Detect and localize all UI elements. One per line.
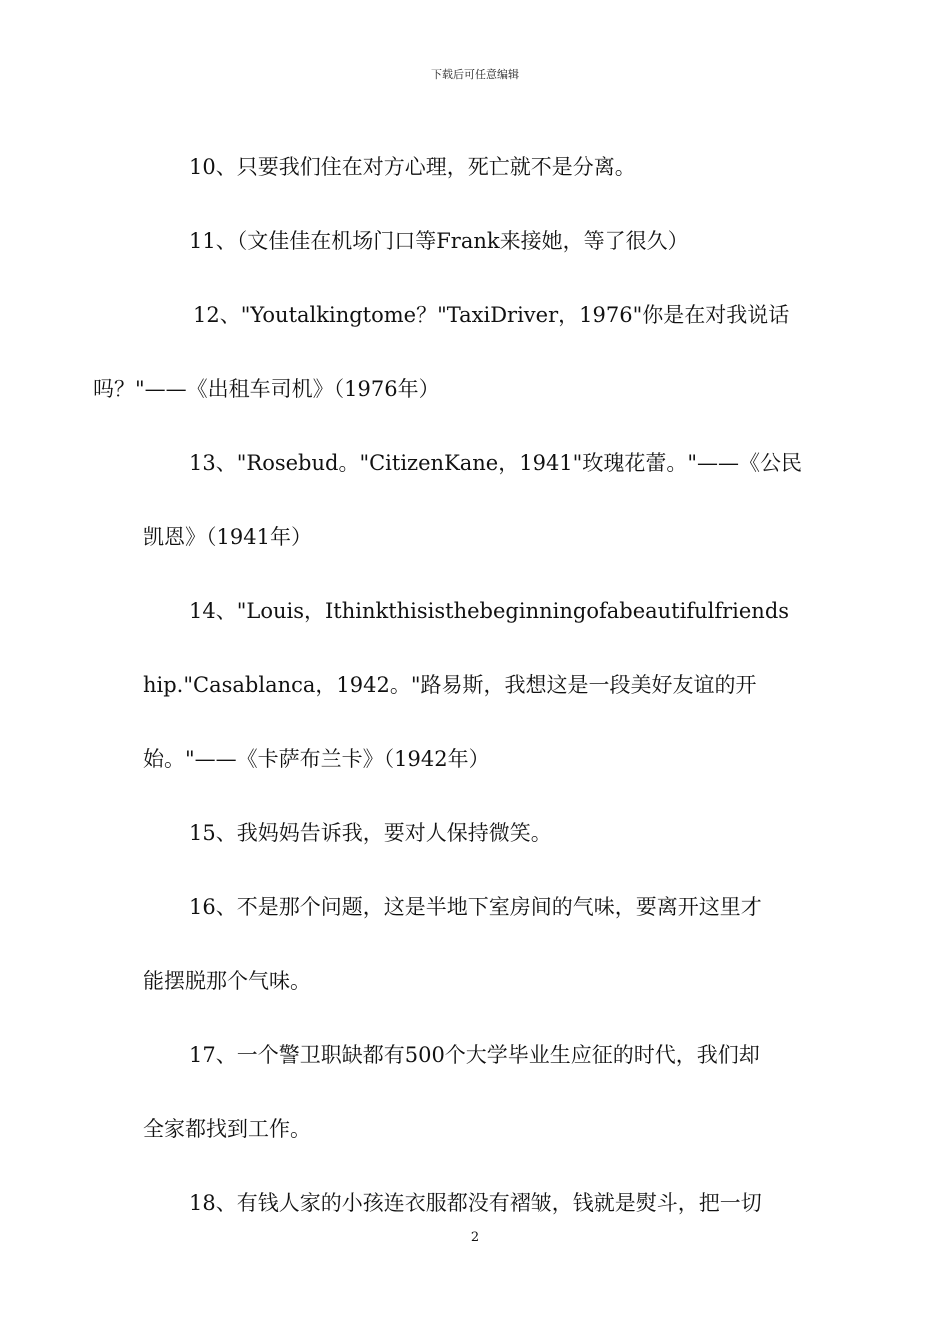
paragraph-line: 17、一个警卫职缺都有500个大学毕业生应征的时代，我们却 bbox=[189, 1043, 760, 1067]
paragraph-16 bbox=[143, 870, 807, 1018]
paragraph-12 bbox=[93, 278, 807, 426]
paragraph-13 bbox=[143, 426, 807, 574]
document-body bbox=[93, 130, 807, 1240]
paragraph-line: 10、只要我们住在对方心理，死亡就不是分离。 bbox=[189, 155, 636, 179]
paragraph-line: 15、我妈妈告诉我，要对人保持微笑。 bbox=[189, 821, 552, 845]
paragraph-14 bbox=[143, 574, 807, 796]
paragraph-11 bbox=[143, 204, 807, 278]
page-number: 2 bbox=[470, 1230, 480, 1245]
paragraph-line: 16、不是那个问题，这是半地下室房间的气味，要离开这里才 bbox=[189, 895, 762, 919]
paragraph-line: 18、有钱人家的小孩连衣服都没有褶皱，钱就是熨斗，把一切 bbox=[189, 1191, 762, 1215]
paragraph-15 bbox=[143, 796, 807, 870]
paragraph-line: 14、"Louis，Ithinkthisisthebeginningofabeautifulfriends bbox=[189, 599, 790, 623]
paragraph-18 bbox=[143, 1166, 807, 1240]
paragraph-line: hip."Casablanca，1942。"路易斯，我想这是一段美好友谊的开 bbox=[143, 673, 757, 697]
paragraph-line: 13、"Rosebud。"CitizenKane，1941"玫瑰花蕾。"——《公民 bbox=[189, 451, 802, 475]
paragraph-10 bbox=[143, 130, 807, 204]
paragraph-line: 11、（文佳佳在机场门口等Frank来接她，等了很久） bbox=[189, 229, 689, 253]
paragraph-line: 全家都找到工作。 bbox=[143, 1117, 311, 1141]
page-header: 下载后可任意编辑 bbox=[431, 68, 519, 81]
paragraph-line: 吗？"——《出租车司机》（1976年） bbox=[93, 377, 440, 401]
paragraph-17 bbox=[143, 1018, 807, 1166]
paragraph-line: 凯恩》（1941年） bbox=[143, 525, 312, 549]
paragraph-line: 始。"——《卡萨布兰卡》（1942年） bbox=[143, 747, 490, 771]
paragraph-line: 12、"Youtalkingtome？"TaxiDriver，1976"你是在对我说话 bbox=[193, 303, 790, 327]
paragraph-line: 能摆脱那个气味。 bbox=[143, 969, 311, 993]
